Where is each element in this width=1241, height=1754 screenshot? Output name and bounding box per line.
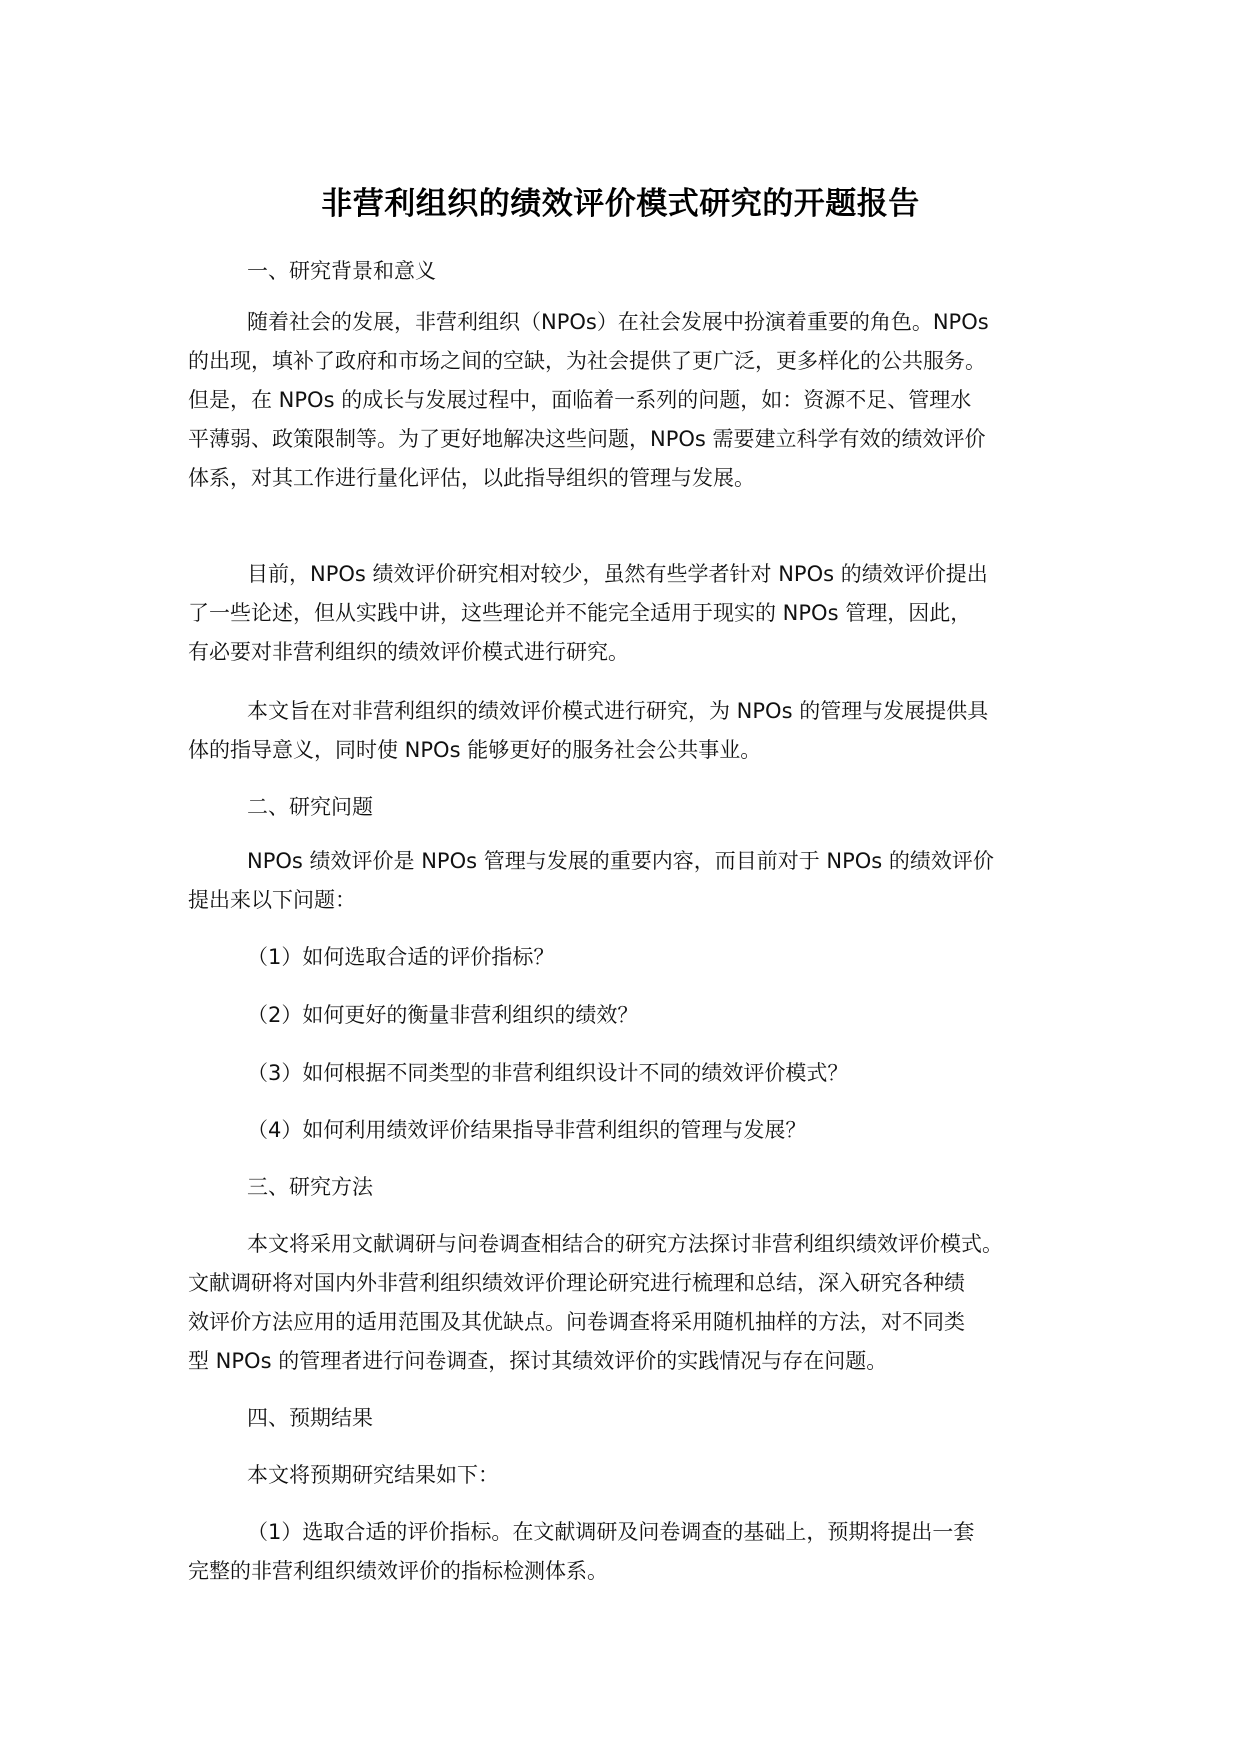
list-item-question-2: （2）如何更好的衡量非营利组织的绩效？ bbox=[247, 1003, 639, 1027]
text-line: 体的指导意义，同时使 NPOs 能够更好的服务社会公共事业。 bbox=[188, 738, 762, 762]
paragraph-background-1 bbox=[188, 303, 1058, 498]
paragraph-background-2 bbox=[188, 555, 1058, 672]
section-heading-background: 一、研究背景和意义 bbox=[247, 259, 436, 283]
list-item-question-3: （3）如何根据不同类型的非营利组织设计不同的绩效评价模式？ bbox=[247, 1061, 849, 1085]
text-line: 随着社会的发展，非营利组织（NPOs）在社会发展中扮演着重要的角色。NPOs bbox=[247, 310, 989, 334]
paragraph-expected-item-1 bbox=[188, 1513, 1058, 1591]
document-title: 非营利组织的绩效评价模式研究的开题报告 bbox=[321, 186, 920, 222]
text-line: 但是，在 NPOs 的成长与发展过程中，面临着一系列的问题，如：资源不足、管理水 bbox=[188, 388, 972, 412]
text-line: 文献调研将对国内外非营利组织绩效评价理论研究进行梳理和总结，深入研究各种绩 bbox=[188, 1271, 965, 1295]
section-heading-questions: 二、研究问题 bbox=[247, 795, 373, 819]
text-line: 体系，对其工作进行量化评估，以此指导组织的管理与发展。 bbox=[188, 466, 755, 490]
text-line: 目前，NPOs 绩效评价研究相对较少，虽然有些学者针对 NPOs 的绩效评价提出 bbox=[247, 562, 988, 586]
paragraph-background-3 bbox=[188, 692, 1058, 770]
text-line: 提出来以下问题： bbox=[188, 888, 356, 912]
text-line: 效评价方法应用的适用范围及其优缺点。问卷调查将采用随机抽样的方法，对不同类 bbox=[188, 1310, 965, 1334]
text-line: 平薄弱、政策限制等。为了更好地解决这些问题，NPOs 需要建立科学有效的绩效评价 bbox=[188, 427, 986, 451]
paragraph-expected-intro: 本文将预期研究结果如下： bbox=[247, 1463, 499, 1487]
text-line: 型 NPOs 的管理者进行问卷调查，探讨其绩效评价的实践情况与存在问题。 bbox=[188, 1349, 888, 1373]
list-item-question-4: （4）如何利用绩效评价结果指导非营利组织的管理与发展？ bbox=[247, 1118, 807, 1142]
paragraph-questions bbox=[188, 842, 1058, 920]
text-line: 本文将采用文献调研与问卷调查相结合的研究方法探讨非营利组织绩效评价模式。 bbox=[247, 1232, 1003, 1256]
section-heading-expected-results: 四、预期结果 bbox=[247, 1406, 373, 1430]
text-line: 完整的非营利组织绩效评价的指标检测体系。 bbox=[188, 1559, 608, 1583]
text-line: NPOs 绩效评价是 NPOs 管理与发展的重要内容，而目前对于 NPOs 的绩效评价 bbox=[247, 849, 994, 873]
text-line: 本文旨在对非营利组织的绩效评价模式进行研究，为 NPOs 的管理与发展提供具 bbox=[247, 699, 989, 723]
paragraph-methods bbox=[188, 1225, 1058, 1381]
section-heading-methods: 三、研究方法 bbox=[247, 1175, 373, 1199]
text-line: 了一些论述，但从实践中讲，这些理论并不能完全适用于现实的 NPOs 管理，因此， bbox=[188, 601, 972, 625]
text-line: （1）选取合适的评价指标。在文献调研及问卷调查的基础上，预期将提出一套 bbox=[247, 1520, 975, 1544]
text-line: 的出现，填补了政府和市场之间的空缺，为社会提供了更广泛，更多样化的公共服务。 bbox=[188, 349, 986, 373]
text-line: 有必要对非营利组织的绩效评价模式进行研究。 bbox=[188, 640, 629, 664]
list-item-question-1: （1）如何选取合适的评价指标？ bbox=[247, 945, 555, 969]
